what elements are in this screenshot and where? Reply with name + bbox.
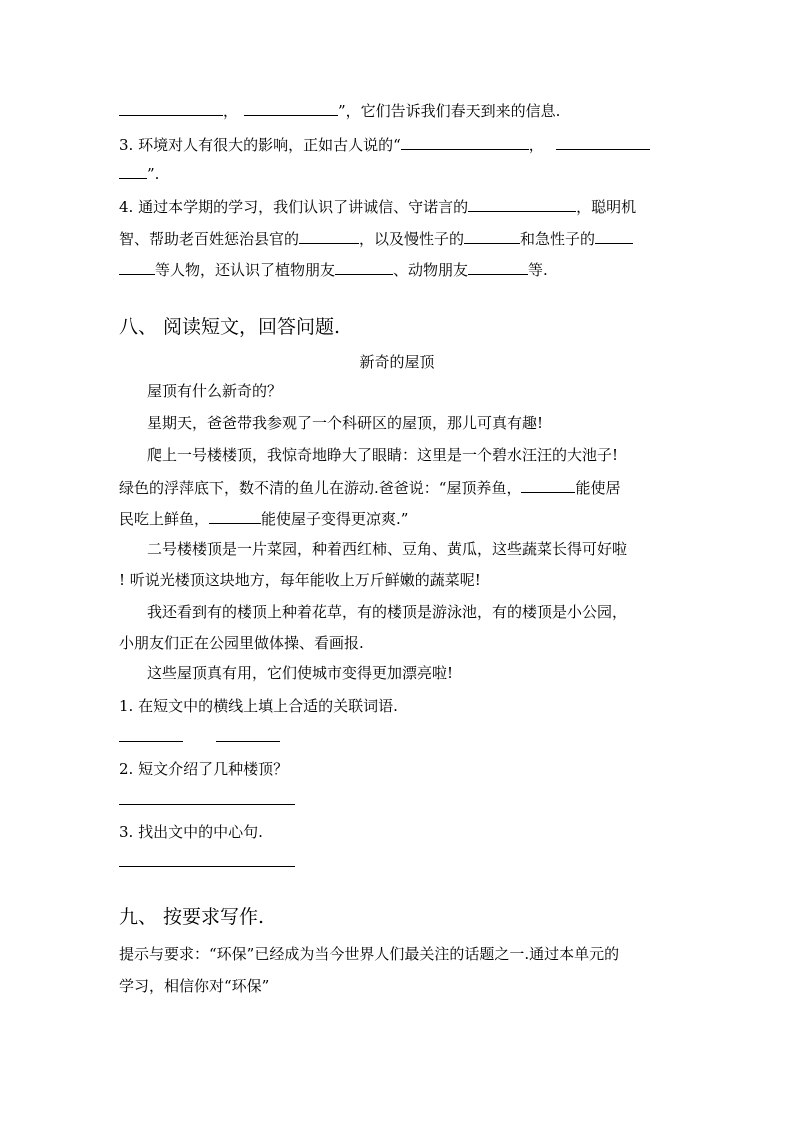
question-7-4: 4. 通过本学期的学习，我们认识了讲诚信、守诺言的 ，聪明机	[119, 198, 637, 216]
passage-paragraph: 爬上一号楼楼顶，我惊奇地睁大了眼睛：这里是一个碧水汪汪的大池子!	[147, 446, 619, 464]
passage-title: 新奇的屋顶	[359, 353, 435, 371]
passage-paragraph: 这些屋顶真有用，它们使城市变得更加漂亮啦!	[147, 664, 454, 682]
blank[interactable]	[119, 259, 155, 275]
question-8-1: 1. 在短文中的横线上填上合适的关联词语.	[119, 697, 398, 715]
blank[interactable]	[556, 134, 650, 150]
question-8-2: 2. 短文介绍了几种楼顶？	[119, 760, 289, 778]
passage-paragraph: 屋顶有什么新奇的？	[147, 382, 283, 400]
writing-prompt: 提示与要求：“环保”已经成为当今世界人们最关注的话题之一.通过本单元的	[119, 945, 620, 963]
question-7-3: 3. 环境对人有很大的影响，正如古人说的“ ，	[119, 134, 650, 155]
blank[interactable]	[468, 196, 576, 212]
blank[interactable]	[299, 228, 359, 244]
blank[interactable]	[119, 100, 223, 116]
blank[interactable]	[464, 228, 520, 244]
question-8-3: 3. 找出文中的中心句.	[119, 823, 263, 841]
passage-paragraph: ! 听说光楼顶这块地方，每年能收上万斤鲜嫩的蔬菜呢!	[119, 571, 481, 589]
blank[interactable]	[401, 134, 529, 150]
answer-line[interactable]	[119, 804, 295, 805]
blank[interactable]	[209, 508, 261, 524]
section-8-heading: 八、 阅读短文，回答问题.	[119, 316, 341, 338]
passage-paragraph: 民吃上鲜鱼， 能使屋子变得更凉爽.”	[119, 510, 409, 528]
writing-prompt-cont: 学习，相信你对“环保”	[119, 977, 270, 995]
answer-line[interactable]	[216, 741, 280, 742]
answer-line[interactable]	[119, 866, 295, 867]
passage-paragraph: 二号楼楼顶是一片菜园，种着西红柿、豆角、黄瓜，这些蔬菜长得可好啦	[147, 540, 628, 558]
question-7-3-cont: ”.	[119, 163, 159, 184]
passage-paragraph: 我还看到有的楼顶上种着花草，有的楼顶是游泳池，有的楼顶是小公园，	[147, 603, 628, 621]
question-7-4-line3: 等人物，还认识了植物朋友 、动物朋友 等.	[119, 259, 548, 280]
question-7-4-line2: 智、帮助老百姓惩治县官的 ，以及慢性子的 和急性子的	[119, 228, 633, 249]
fill-line-spring: ， ”，它们告诉我们春天到来的信息.	[119, 100, 560, 121]
blank[interactable]	[119, 163, 147, 179]
blank[interactable]	[468, 259, 528, 275]
passage-paragraph: 小朋友们正在公园里做体操、看画报.	[119, 634, 364, 652]
passage-paragraph: 绿色的浮萍底下，数不清的鱼儿在游动.爸爸说：“屋顶养鱼， 能使居	[119, 479, 621, 497]
blank[interactable]	[595, 228, 633, 244]
blank[interactable]	[521, 477, 575, 493]
blank[interactable]	[244, 100, 338, 116]
answer-line[interactable]	[119, 741, 183, 742]
blank[interactable]	[335, 259, 393, 275]
passage-paragraph: 星期天，爸爸带我参观了一个科研区的屋顶，那儿可真有趣!	[147, 414, 544, 432]
section-9-heading: 九、 按要求写作.	[119, 906, 265, 928]
